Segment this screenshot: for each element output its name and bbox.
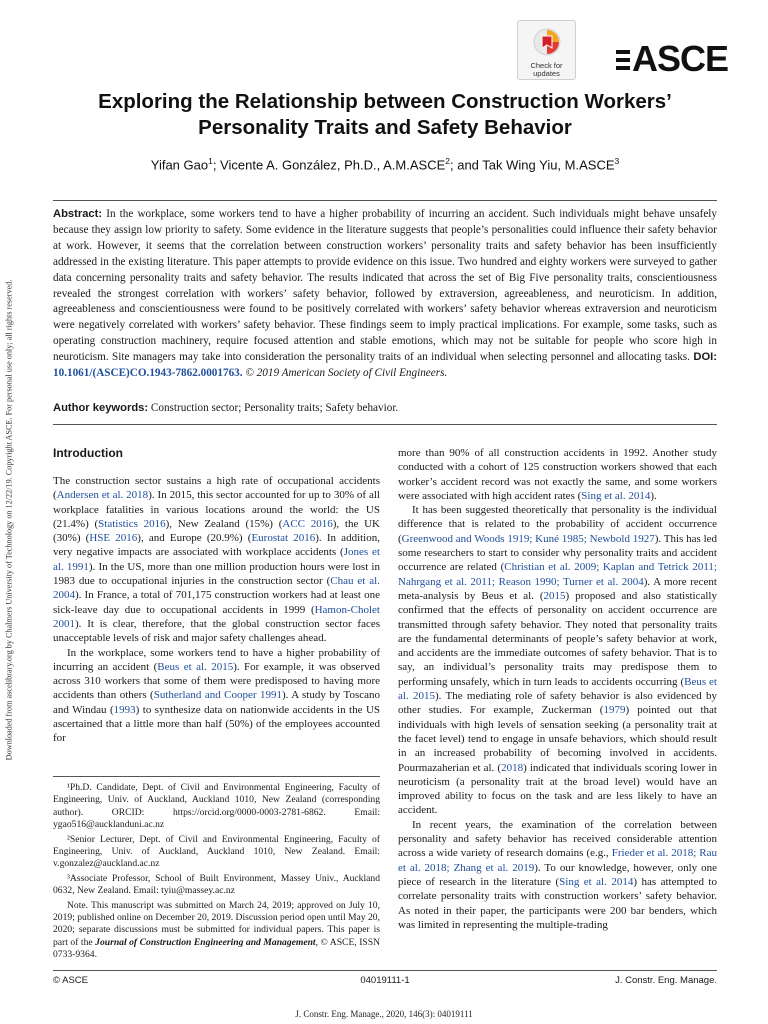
author-1-affil: 1 <box>208 156 213 166</box>
journal-name: Journal of Construction Engineering and Management <box>95 936 316 948</box>
author-3-affil: 3 <box>614 156 620 166</box>
abstract <box>53 207 717 382</box>
download-notice-text: Downloaded from ascelibrary.org by Chalmers University of Technology on 12/22/19. Copyright ASCE. For personal use only; all rights reserved. <box>4 279 14 761</box>
footnote-2: ²Senior Lecturer, Dept. of Civil and Environmental Engineering, Faculty of Engineering, Univ. of Auckland, Auckland 1010, New Zealand. Email: v.gonzalez@auckland.ac.nz <box>53 833 380 870</box>
author-2-affil: 2 <box>445 156 450 166</box>
section-heading-introduction: Introduction <box>53 446 123 460</box>
download-notice <box>4 200 14 840</box>
doi-link[interactable]: 10.1061/(ASCE)CO.1943-7862.0001763. <box>53 367 243 380</box>
page-number: 04019111-1 <box>360 975 410 986</box>
citation-link[interactable]: Beus et al. 2015 <box>157 660 234 673</box>
submission-note: Note. This manuscript was submitted on March 24, 2019; approved on July 10, 2019; published online on December 20, 2019. Discussion period open until May 20, 2020; separate discussions must be submitted for individual papers. This paper is part of the Journal of Construction Engineering and Management, © ASCE, ISSN 0733-9364. <box>53 899 380 961</box>
citation-link[interactable]: Frieder et al. 2018; Rau et al. 2018; Zhang et al. 2019 <box>398 847 718 874</box>
check-for-updates-badge[interactable] <box>517 20 576 80</box>
citation-link[interactable]: Chau et al. 2004 <box>53 575 380 602</box>
citation-link[interactable]: Jones et al. 1991 <box>53 546 380 573</box>
citation-link[interactable]: ACC 2016 <box>282 517 333 530</box>
divider <box>53 424 717 425</box>
citation-link[interactable]: Sing et al. 2014 <box>559 875 634 888</box>
keywords-label: Author keywords: <box>53 402 149 414</box>
citation-link[interactable]: Sutherland and Cooper 1991 <box>153 689 282 702</box>
author-3: ; and Tak Wing Yiu, M.ASCE <box>450 157 615 173</box>
page-footer <box>53 975 717 989</box>
footnote-divider <box>53 776 380 777</box>
footer-journal: J. Constr. Eng. Manage. <box>615 975 717 986</box>
paragraph: It has been suggested theoretically that personality is the individual difference that is related to the probability of accident occurrence (Greenwood and Woods 1919; Kuné 1985; Newbold 1927). This has led some researchers to start to consider why personality traits and accident occurrence are related (Christian et al. 2009; Kaplan and Tetrick 2011; Nahrgang et al. 2011; Reason 1990; Turner et al. 2004). A more recent meta-analysis by Beus et al. (2015) proposed and also statistically confirmed that the effects of personality on accident occurrence are transmitted through safety behavior. They noted that personality traits are the fundamental determinants of people’s safety behavior at work, and accidents are the immediate outcomes of safety behavior. That is to say, an individual’s personality traits may predispose them to performing unsafely, which in turn leads to accidents occurring (Beus et al. 2015). The mediating role of safety behavior is also evidenced by other studies. For example, Zuckerman (1979) pointed out that individuals with high levels of sensation seeking (a personality trait at the facet level) tend to engage in unsafe behaviors, which should result in an increased probability of becoming involved in accidents. Pourmazaherian et al. (2018) indicated that individuals scoring lower in neuroticism (a personality trait at the broad level) would have an improved ability to focus on the task and are less likely to have an accident. <box>398 504 718 817</box>
check-for-updates-icon <box>532 27 562 57</box>
right-column <box>398 446 717 932</box>
badge-line2: updates <box>533 69 560 78</box>
copyright-notice: © 2019 American Society of Civil Engineers. <box>245 367 448 380</box>
citation-link[interactable]: Statistics 2016 <box>98 517 166 530</box>
asce-logo <box>614 38 729 80</box>
paragraph: In the workplace, some workers tend to have a higher probability of incurring an accident (Beus et al. 2015). For example, it was observed across 310 workers that some of them were predisposed to having more accidents than others (Sutherland and Cooper 1991). A study by Toscano and Windau (1993) to synthesize data on nationwide accidents in the US ascertained that a little more than half (50%) of the employees accounted for <box>53 646 381 745</box>
footer-left: © ASCE <box>53 975 88 986</box>
doi-label: DOI: <box>693 351 717 364</box>
author-keywords <box>53 402 717 414</box>
left-column <box>53 474 380 746</box>
footnote-1: ¹Ph.D. Candidate, Dept. of Civil and Environmental Engineering, Faculty of Engineering, Univ. of Auckland, Auckland 1010, New Zealand (corresponding author). ORCID: https://orcid.org/0000-0003-2781-6862. Email: ygao516@aucklanduni.ac.nz <box>53 782 380 831</box>
citation-link[interactable]: Beus et al. 2015 <box>398 675 717 703</box>
title-line-2: Personality Traits and Safety Behavior <box>198 116 572 139</box>
footnote-3: ³Associate Professor, School of Built Environment, Massey Univ., Auckland 0632, New Zealand. Email: tyiu@massey.ac.nz <box>53 872 380 897</box>
citation-link[interactable]: 1979 <box>603 704 626 717</box>
asce-logo-mark-icon <box>614 44 632 74</box>
abstract-text: In the workplace, some workers tend to have a higher probability of incurring an accident. Such individuals might behave unsafely because they assign low priority to safety. Some evidence in the literature suggests that people’s personalities could influence their safety behavior at work. However, it seems that the correlation between construction workers’ personality traits and safety behavior has been insufficiently addressed in the existing literature. This paper attempts to provide evidence on this issue. Two hundred and eighty workers were surveyed to gather data concerning personality traits and safety behavior. The results indicated that across the set of Big Five personality traits, conscientiousness revealed the strongest correlation with workers’ safety behavior, followed by extraversion, agreeableness, and neuroticism. In addition, agreeableness and conscientiousness were found to be positively correlated with workers’ safety behavior whereas extraversion and neuroticism were negatively correlated with workers’ safety behavior. These findings seem to imply practical implications. For example, some tasks, such as operating construction machinery, require focused attention and stable emotions, which may not be suitable for people who score high in neuroticism. Site managers may take into consideration the personality traits of an individual when selecting personnel and allocating tasks. <box>53 208 717 364</box>
citation-link[interactable]: Andersen et al. 2018 <box>56 489 149 502</box>
journal-citation: J. Constr. Eng. Manage., 2020, 146(3): 04019111 <box>295 1009 473 1019</box>
keywords-text: Construction sector; Personality traits; Safety behavior. <box>150 402 399 414</box>
citation-link[interactable]: 2015 <box>543 589 566 602</box>
article-title <box>60 89 710 141</box>
citation-link[interactable]: 1993 <box>113 703 136 716</box>
author-list <box>60 156 710 172</box>
citation-link[interactable]: Sing et al. 2014 <box>581 489 651 502</box>
paragraph: more than 90% of all construction accidents in 1992. Another study conducted with a cohort of 125 construction workers showed that each worker’s accident record was not exactly the same, and some workers were associated with high accident rates (Sing et al. 2014). <box>398 447 717 502</box>
abstract-label: Abstract: <box>53 208 103 220</box>
footnotes <box>53 782 380 964</box>
citation-link[interactable]: Christian et al. 2009; Kaplan and Tetrick 2011; Nahrgang et al. 2011; Reason 1990; Turner et al. 2004 <box>398 561 717 588</box>
citation-link[interactable]: Eurostat 2016 <box>251 532 316 545</box>
citation-link[interactable]: Hamon-Cholet 2001 <box>53 603 380 630</box>
title-line-1: Exploring the Relationship between Construction Workers’ <box>98 90 672 113</box>
author-1: Yifan Gao <box>150 157 209 173</box>
author-2: ; Vicente A. González, Ph.D., A.M.ASCE <box>212 157 446 173</box>
divider <box>53 200 717 201</box>
paragraph: The construction sector sustains a high rate of occupational accidents (Andersen et al. 2018). In 2015, this sector accounted for up to 30% of all workplace fatalities in various locations around the world: the US (21.4%) (Statistics 2016), New Zealand (15%) (ACC 2016), the UK (30%) (HSE 2016), and Europe (20.9%) (Eurostat 2016). In addition, very negative impacts are associated with workplace accidents (Jones et al. 1991). In the US, more than one million production hours were lost in 1983 due to occupational injuries in the construction sector (Chau et al. 2004). In France, a total of 701,175 construction workers had at least one sick-leave day due to occupational accidents in 1999 (Hamon-Cholet 2001). It is clear, therefore, that the global construction sector faces unacceptable levels of risk and major safety challenges ahead. <box>53 475 380 645</box>
footer-divider <box>53 970 717 971</box>
citation-link[interactable]: Greenwood and Woods 1919; Kuné 1985; Newbold 1927 <box>401 532 655 545</box>
paragraph: In recent years, the examination of the correlation between personality and safety behavior has received considerable attention across a wide variety of research domains (e.g., Frieder et al. 2018; Rau et al. 2018; Zhang et al. 2019). To our knowledge, however, only one piece of research in the literature (Sing et al. 2014) has attempted to correlate personality traits with construction workers’ safety behavior. As noted in their paper, the participants were 200 bar benders, which was limited in representing the multiple-trading <box>398 818 718 931</box>
asce-logo-text: ASCE <box>632 38 729 79</box>
citation-link[interactable]: HSE 2016 <box>89 532 138 545</box>
badge-line1: Check for <box>530 61 563 70</box>
citation-link[interactable]: 2018 <box>501 761 524 774</box>
